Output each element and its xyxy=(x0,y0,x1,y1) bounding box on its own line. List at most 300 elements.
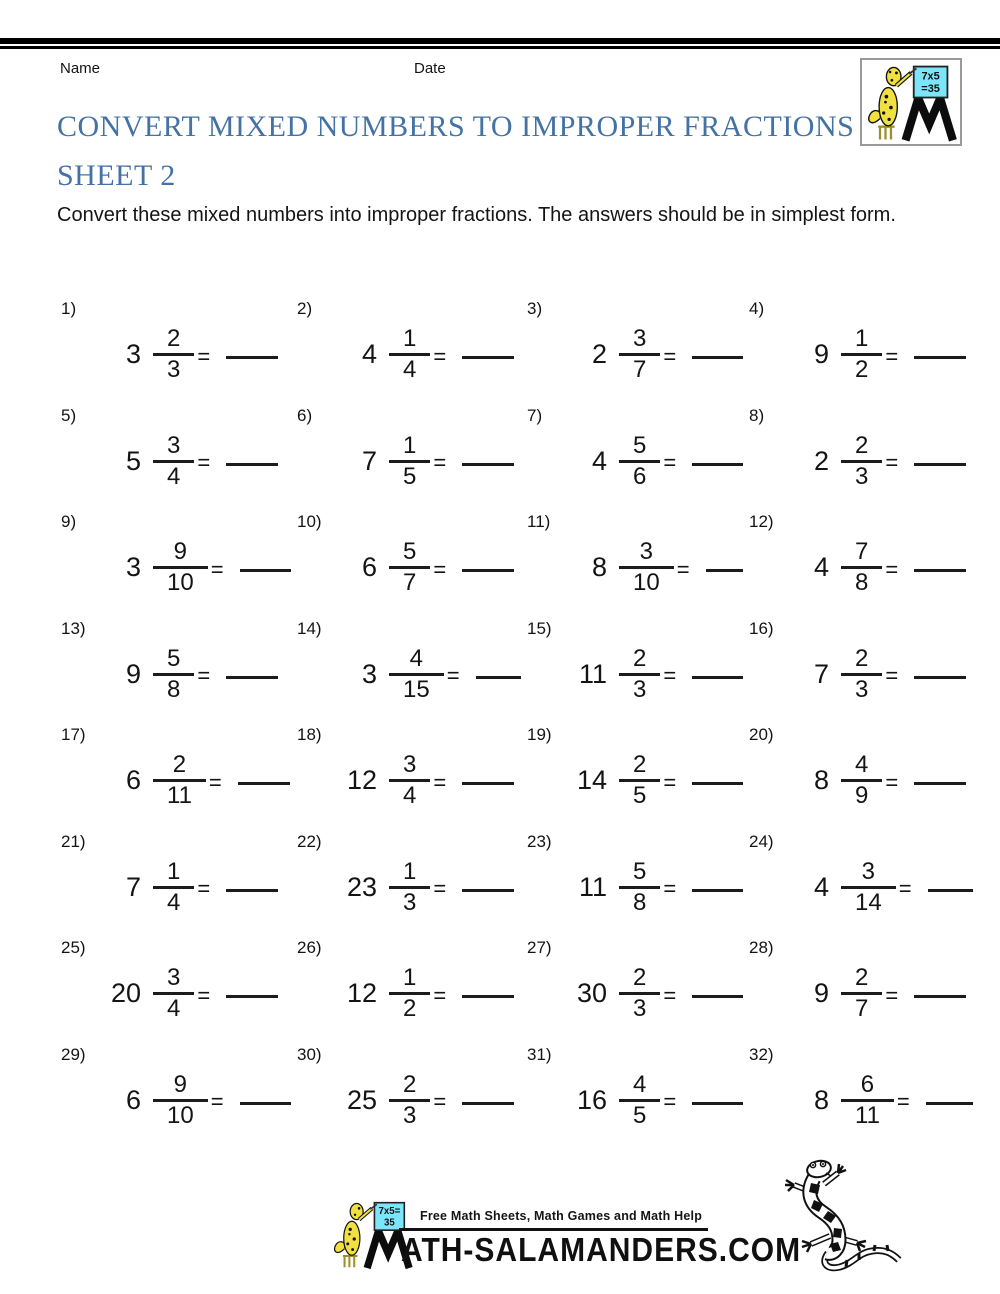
equation xyxy=(105,751,291,810)
denominator: 15 xyxy=(403,675,430,703)
numerator: 1 xyxy=(153,858,194,889)
answer-blank[interactable] xyxy=(240,569,291,572)
answer-blank[interactable] xyxy=(240,1102,291,1105)
problem-number-label: 32) xyxy=(749,1044,774,1064)
equation xyxy=(571,325,743,384)
problem-number-label: 27) xyxy=(527,938,552,957)
fraction xyxy=(841,432,882,491)
denominator: 11 xyxy=(855,1101,880,1129)
equation xyxy=(793,645,973,704)
denominator: 10 xyxy=(167,569,194,596)
problem-number-label: 20) xyxy=(749,725,774,744)
denominator: 4 xyxy=(403,356,417,383)
whole-number: 4 xyxy=(813,552,829,582)
equation xyxy=(341,538,521,597)
answer-blank[interactable] xyxy=(926,1102,973,1105)
fraction xyxy=(153,325,194,384)
denominator: 7 xyxy=(403,569,417,596)
whole-number: 12 xyxy=(346,765,377,795)
denominator: 9 xyxy=(855,782,869,809)
numerator: 3 xyxy=(389,751,430,782)
whole-number: 11 xyxy=(578,658,607,689)
problem xyxy=(743,406,973,513)
numerator: 3 xyxy=(153,432,194,463)
denominator: 10 xyxy=(167,1101,194,1129)
answer-blank[interactable] xyxy=(692,889,743,892)
whole-number: 5 xyxy=(125,445,141,476)
numerator: 1 xyxy=(389,432,430,463)
problem-number-label: 7) xyxy=(527,405,543,425)
problem-number-label: 10) xyxy=(297,512,322,531)
equals-sign: = xyxy=(433,876,447,901)
problem-number-label: 18) xyxy=(297,725,322,744)
answer-blank[interactable] xyxy=(226,889,278,892)
fraction xyxy=(153,964,194,1023)
numerator: 5 xyxy=(619,432,660,463)
problem xyxy=(521,512,743,619)
numerator: 1 xyxy=(389,325,430,356)
numerator: 2 xyxy=(841,964,882,995)
denominator: 3 xyxy=(855,462,869,490)
fraction xyxy=(153,538,208,597)
whole-number: 6 xyxy=(125,1084,141,1115)
problem-number-label: 23) xyxy=(527,831,552,851)
problem xyxy=(743,938,973,1045)
equals-sign: = xyxy=(663,982,677,1008)
numerator: 5 xyxy=(389,538,430,569)
whole-number: 6 xyxy=(361,552,377,582)
numerator: 3 xyxy=(841,858,896,889)
equals-sign: = xyxy=(885,450,899,475)
answer-blank[interactable] xyxy=(462,463,514,466)
answer-blank[interactable] xyxy=(226,676,278,679)
denominator: 4 xyxy=(167,888,181,916)
problem xyxy=(291,725,521,832)
denominator: 14 xyxy=(855,888,882,916)
answer-blank[interactable] xyxy=(692,356,743,359)
equation xyxy=(571,751,743,810)
gecko-icon xyxy=(762,1156,912,1276)
fraction xyxy=(619,964,660,1023)
denominator: 3 xyxy=(403,1101,417,1129)
equals-sign: = xyxy=(885,769,899,795)
problems-grid xyxy=(55,299,973,1151)
chalkboard-text-line1: 7x5 xyxy=(921,70,940,83)
whole-number: 3 xyxy=(125,339,141,369)
equals-sign: = xyxy=(433,343,447,369)
equation xyxy=(793,538,973,597)
answer-blank[interactable] xyxy=(914,356,966,359)
problem-number-label: 22) xyxy=(297,831,322,851)
answer-blank[interactable] xyxy=(914,782,966,785)
denominator: 7 xyxy=(633,356,647,383)
answer-blank[interactable] xyxy=(692,782,743,785)
problem-number-label: 16) xyxy=(749,618,774,638)
problem-number-label: 14) xyxy=(297,618,322,638)
problem xyxy=(291,832,521,939)
denominator: 2 xyxy=(855,356,869,383)
problem-number-label: 6) xyxy=(297,405,313,425)
equation xyxy=(341,432,521,491)
denominator: 8 xyxy=(167,675,181,703)
whole-number: 4 xyxy=(591,445,607,476)
equation xyxy=(105,538,291,597)
gecko-left-pupil xyxy=(812,1164,814,1166)
numerator: 4 xyxy=(619,1071,660,1102)
equals-sign: = xyxy=(885,556,899,582)
problem xyxy=(521,832,743,939)
fraction xyxy=(841,325,882,384)
fraction xyxy=(619,1071,660,1130)
numerator: 2 xyxy=(841,645,882,676)
equals-sign: = xyxy=(433,769,447,795)
answer-blank[interactable] xyxy=(462,782,514,785)
whole-number: 3 xyxy=(361,658,377,689)
numerator: 2 xyxy=(619,964,660,995)
equation xyxy=(571,538,743,597)
equation xyxy=(105,858,291,917)
equals-sign: = xyxy=(663,450,677,475)
answer-blank[interactable] xyxy=(692,1102,743,1105)
top-border-rule xyxy=(0,38,1000,49)
whole-number: 9 xyxy=(813,339,829,369)
answer-blank[interactable] xyxy=(706,569,743,572)
problem-number-label: 29) xyxy=(61,1044,86,1064)
fraction xyxy=(619,645,660,704)
equals-sign: = xyxy=(885,663,899,688)
equals-sign: = xyxy=(197,343,211,369)
answer-blank[interactable] xyxy=(914,569,966,572)
denominator: 5 xyxy=(633,1101,647,1129)
whole-number: 8 xyxy=(813,765,829,795)
numerator: 2 xyxy=(389,1071,430,1102)
denominator: 8 xyxy=(633,888,647,916)
footer-stool-icon xyxy=(343,1256,358,1267)
page-title-line2: SHEET 2 xyxy=(57,159,176,192)
fraction xyxy=(841,645,882,704)
stool-icon xyxy=(878,127,894,140)
denominator: 4 xyxy=(167,995,181,1022)
equation xyxy=(341,751,521,810)
problem xyxy=(291,619,521,726)
denominator: 5 xyxy=(633,782,647,809)
equals-sign: = xyxy=(446,663,460,688)
fraction xyxy=(841,964,882,1023)
logo-letter-m-icon xyxy=(906,98,953,140)
denominator: 3 xyxy=(167,356,181,383)
answer-blank[interactable] xyxy=(462,995,514,998)
equals-sign: = xyxy=(898,876,912,901)
footer-salamander-eye xyxy=(358,1207,361,1210)
equals-sign: = xyxy=(210,556,224,582)
problem-number-label: 13) xyxy=(61,618,86,638)
equation xyxy=(793,751,973,810)
equation xyxy=(571,964,743,1023)
numerator: 3 xyxy=(619,538,674,569)
whole-number: 14 xyxy=(576,765,607,795)
numerator: 6 xyxy=(841,1071,894,1102)
equals-sign: = xyxy=(433,450,447,475)
problem xyxy=(743,832,973,939)
equals-sign: = xyxy=(208,769,222,795)
equals-sign: = xyxy=(663,663,677,688)
answer-blank[interactable] xyxy=(914,676,966,679)
whole-number: 2 xyxy=(591,339,607,369)
problem xyxy=(521,299,743,406)
answer-blank[interactable] xyxy=(238,782,290,785)
equation xyxy=(341,325,521,384)
problem xyxy=(521,725,743,832)
answer-blank[interactable] xyxy=(692,995,743,998)
whole-number: 7 xyxy=(361,445,377,476)
problem-number-label: 15) xyxy=(527,618,552,638)
problem-number-label: 26) xyxy=(297,938,322,957)
denominator: 4 xyxy=(167,462,181,490)
problem-number-label: 28) xyxy=(749,938,774,957)
equals-sign: = xyxy=(663,343,677,369)
chalkboard-text-line2: =35 xyxy=(921,83,940,96)
answer-blank[interactable] xyxy=(462,569,514,572)
problem-number-label: 8) xyxy=(749,405,765,425)
problem xyxy=(521,938,743,1045)
denominator: 4 xyxy=(403,782,417,809)
problem xyxy=(291,1045,521,1152)
whole-number: 12 xyxy=(346,978,377,1008)
problem-number-label: 3) xyxy=(527,299,543,318)
whole-number: 9 xyxy=(125,658,141,689)
problem xyxy=(743,512,973,619)
answer-blank[interactable] xyxy=(914,995,966,998)
denominator: 3 xyxy=(403,888,417,916)
numerator: 4 xyxy=(389,645,444,676)
fraction xyxy=(389,751,430,810)
fraction xyxy=(389,538,430,597)
problem-number-label: 5) xyxy=(61,405,77,425)
equation xyxy=(793,964,973,1023)
top-border-thin-line xyxy=(0,46,1000,49)
name-label: Name xyxy=(60,60,101,77)
footer-tagline: Free Math Sheets, Math Games and Math Help xyxy=(420,1209,703,1223)
numerator: 2 xyxy=(153,325,194,356)
equals-sign: = xyxy=(885,982,899,1008)
problem xyxy=(743,1045,973,1152)
whole-number: 20 xyxy=(110,978,141,1008)
denominator: 10 xyxy=(633,569,660,596)
fraction xyxy=(389,1071,430,1130)
problem xyxy=(521,1045,743,1152)
whole-number: 7 xyxy=(813,658,829,689)
equation xyxy=(105,325,291,384)
problem-number-label: 12) xyxy=(749,512,774,531)
equals-sign: = xyxy=(896,1089,910,1114)
equals-sign: = xyxy=(663,769,677,795)
equals-sign: = xyxy=(197,982,211,1008)
fraction xyxy=(153,432,194,491)
denominator: 8 xyxy=(855,569,869,596)
whole-number: 8 xyxy=(591,552,607,582)
answer-blank[interactable] xyxy=(462,1102,514,1105)
numerator: 1 xyxy=(841,325,882,356)
problem-number-label: 9) xyxy=(61,512,77,531)
answer-blank[interactable] xyxy=(226,356,278,359)
problem xyxy=(743,619,973,726)
whole-number: 23 xyxy=(346,871,377,902)
whole-number: 4 xyxy=(361,339,377,369)
problem xyxy=(521,619,743,726)
problem-number-label: 1) xyxy=(61,299,77,318)
equation xyxy=(105,645,291,704)
answer-blank[interactable] xyxy=(914,463,966,466)
equation xyxy=(793,1071,973,1130)
problem-number-label: 31) xyxy=(527,1044,552,1064)
numerator: 2 xyxy=(619,751,660,782)
fraction xyxy=(841,1071,894,1130)
problem xyxy=(743,725,973,832)
whole-number: 7 xyxy=(125,871,141,902)
footer-chalkboard-line1: 7x5= xyxy=(378,1206,401,1217)
numerator: 5 xyxy=(619,858,660,889)
answer-blank[interactable] xyxy=(462,356,514,359)
numerator: 3 xyxy=(619,325,660,356)
footer-divider-line xyxy=(399,1228,708,1231)
page-title-line1: CONVERT MIXED NUMBERS TO IMPROPER FRACTIONS xyxy=(57,110,855,143)
numerator: 5 xyxy=(153,645,194,676)
whole-number: 2 xyxy=(813,445,829,476)
denominator: 7 xyxy=(855,995,869,1022)
denominator: 3 xyxy=(855,675,869,703)
equation xyxy=(105,1071,291,1130)
salamander-eye xyxy=(895,71,898,74)
instructions-text: Convert these mixed numbers into improper fractions. The answers should be in simplest form. xyxy=(57,204,896,226)
salamander-logo-icon xyxy=(863,62,959,144)
denominator: 5 xyxy=(403,462,417,490)
problem-number-label: 2) xyxy=(297,299,313,318)
denominator: 3 xyxy=(633,995,647,1022)
fraction xyxy=(153,751,206,810)
equation xyxy=(571,432,743,491)
problem-number-label: 24) xyxy=(749,831,774,851)
whole-number: 3 xyxy=(125,552,141,582)
equation xyxy=(793,858,973,917)
answer-blank[interactable] xyxy=(928,889,973,892)
equation xyxy=(105,964,291,1023)
answer-blank[interactable] xyxy=(692,463,743,466)
answer-blank[interactable] xyxy=(226,995,278,998)
equals-sign: = xyxy=(676,556,690,582)
fraction xyxy=(389,325,430,384)
equation xyxy=(105,432,291,491)
problem-number-label: 30) xyxy=(297,1044,322,1064)
fraction xyxy=(841,858,896,917)
equals-sign: = xyxy=(210,1089,224,1114)
numerator: 1 xyxy=(389,964,430,995)
equation xyxy=(341,645,521,704)
problem xyxy=(55,299,291,406)
fraction xyxy=(389,432,430,491)
numerator: 9 xyxy=(153,538,208,569)
fraction xyxy=(389,858,430,917)
gecko-illustration xyxy=(762,1156,912,1281)
whole-number: 30 xyxy=(576,978,607,1008)
fraction xyxy=(619,538,674,597)
date-label: Date xyxy=(414,60,446,77)
whole-number: 25 xyxy=(346,1084,377,1115)
problem xyxy=(55,619,291,726)
answer-blank[interactable] xyxy=(476,676,521,679)
numerator: 2 xyxy=(153,751,206,782)
equals-sign: = xyxy=(197,663,211,688)
problem-number-label: 25) xyxy=(61,938,86,957)
equation xyxy=(793,325,973,384)
problem xyxy=(55,406,291,513)
problem-number-label: 11) xyxy=(527,512,551,531)
denominator: 6 xyxy=(633,462,647,490)
whole-number: 8 xyxy=(813,1084,829,1115)
numerator: 1 xyxy=(389,858,430,889)
problem-number-label: 21) xyxy=(61,831,86,851)
fraction xyxy=(619,858,660,917)
equation xyxy=(571,858,743,917)
problem xyxy=(55,832,291,939)
problem xyxy=(521,406,743,513)
fraction xyxy=(619,751,660,810)
problem xyxy=(291,938,521,1045)
equation xyxy=(341,1071,521,1130)
problem xyxy=(291,406,521,513)
equals-sign: = xyxy=(433,1089,447,1114)
problem xyxy=(743,299,973,406)
site-name-text: ATH-SALAMANDERS.COM xyxy=(401,1232,802,1269)
fraction xyxy=(389,645,444,704)
denominator: 11 xyxy=(167,782,192,809)
whole-number: 9 xyxy=(813,978,829,1008)
fraction xyxy=(619,325,660,384)
fraction xyxy=(153,645,194,704)
numerator: 2 xyxy=(619,645,660,676)
whole-number: 16 xyxy=(576,1084,607,1115)
problem-number-label: 19) xyxy=(527,725,552,744)
equation xyxy=(341,964,521,1023)
problem xyxy=(55,725,291,832)
problem-number-label: 4) xyxy=(749,299,765,318)
numerator: 9 xyxy=(153,1071,208,1102)
footer-chalkboard-line2: 35 xyxy=(383,1217,395,1229)
equals-sign: = xyxy=(433,556,447,582)
problem xyxy=(55,512,291,619)
whole-number: 4 xyxy=(813,871,829,902)
fraction xyxy=(841,751,882,810)
answer-blank[interactable] xyxy=(226,463,278,466)
gecko-right-pupil xyxy=(822,1163,824,1165)
fraction xyxy=(153,1071,208,1130)
equals-sign: = xyxy=(433,982,447,1008)
whole-number: 11 xyxy=(578,871,607,902)
equation xyxy=(793,432,973,491)
fraction xyxy=(153,858,194,917)
fraction xyxy=(841,538,882,597)
problem xyxy=(55,938,291,1045)
denominator: 2 xyxy=(403,995,417,1022)
answer-blank[interactable] xyxy=(462,889,514,892)
equation xyxy=(341,858,521,917)
equals-sign: = xyxy=(197,450,211,475)
answer-blank[interactable] xyxy=(692,676,743,679)
problem xyxy=(55,1045,291,1152)
equation xyxy=(571,645,743,704)
problem xyxy=(291,299,521,406)
problem-number-label: 17) xyxy=(61,725,86,744)
equals-sign: = xyxy=(197,876,211,901)
